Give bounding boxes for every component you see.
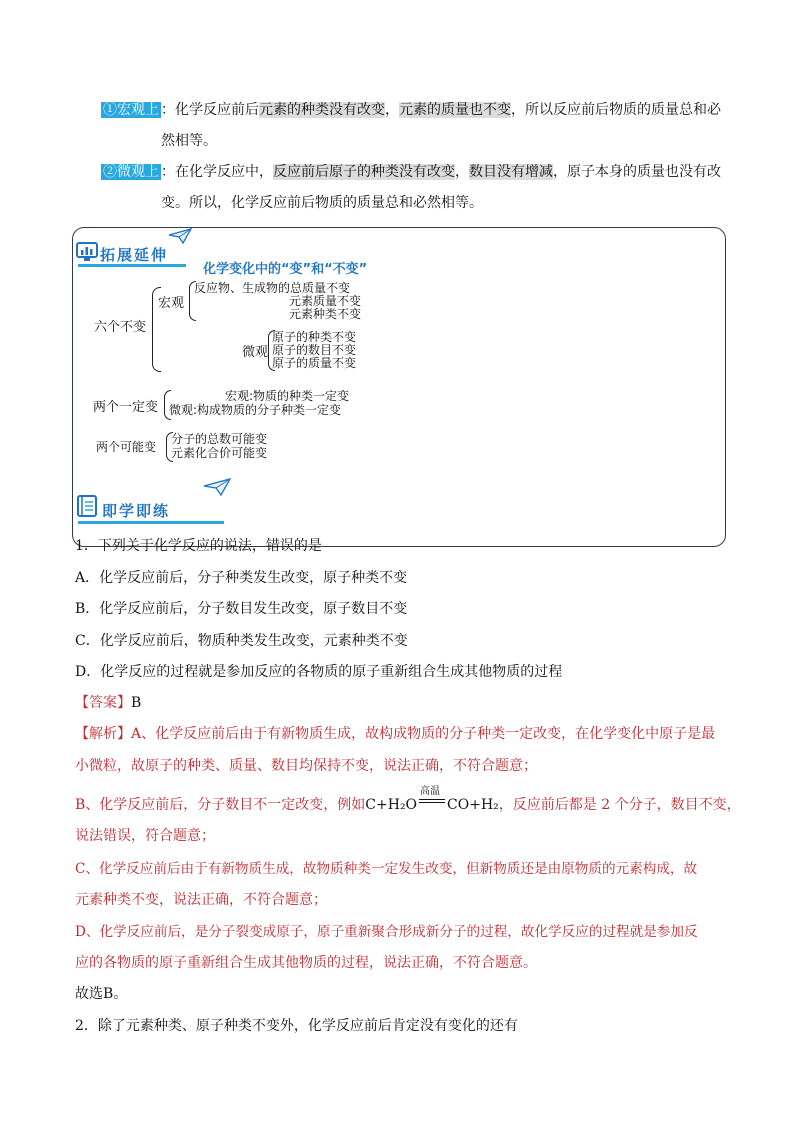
equation-condition: 高温 bbox=[420, 786, 441, 797]
equation-left: C+H₂O bbox=[365, 797, 418, 813]
analysis-b-line-2: 说法错误，符合题意； bbox=[75, 828, 215, 844]
equation-line-top bbox=[419, 799, 445, 800]
analysis-text: A、化学反应前后由于有新物质生成，故构成物质的分子种类一定改变，在化学变化中原子是最 bbox=[131, 726, 716, 742]
macro-label: 宏观 bbox=[158, 296, 185, 311]
may-item-2: 元素化合价可能变 bbox=[171, 446, 268, 460]
macro-highlight-1: 元素的种类没有改变 bbox=[259, 102, 385, 118]
analysis-c-line-1: C、化学反应前后由于有新物质生成，故物质种类一定发生改变，但新物质还是由原物质的元素构成，故 bbox=[75, 861, 698, 877]
answer-value: B bbox=[131, 695, 142, 711]
question-2-stem: 2．除了元素种类、原子种类不变外，化学反应前后肯定没有变化的还有 bbox=[75, 1018, 518, 1034]
extension-title: 拓展延伸 bbox=[100, 246, 169, 264]
two-may-label: 两个可能变 bbox=[96, 440, 157, 454]
macro-text: ， bbox=[385, 102, 399, 118]
must-item-1: 宏观:物质的种类一定变 bbox=[225, 389, 350, 403]
answer-line bbox=[75, 693, 141, 713]
macro-item-1: 反应物、生成物的总质量不变 bbox=[194, 281, 351, 295]
equation-right: CO+H₂ bbox=[447, 797, 499, 813]
micro-item-1: 原子的种类不变 bbox=[272, 330, 357, 344]
analysis-text: B、化学反应前后，分子数目不一定改变，例如 bbox=[75, 797, 366, 813]
analysis-text: ，反应前后都是 2 个分子，数目不变， bbox=[498, 797, 741, 813]
micro-item-3: 原子的质量不变 bbox=[272, 356, 357, 370]
reaction-condition-arrow bbox=[417, 786, 447, 815]
six-unchanged-label: 六个不变 bbox=[94, 320, 147, 335]
option-a: A．化学反应前后，分子种类发生改变，原子种类不变 bbox=[75, 570, 408, 586]
macro-item-3: 元素种类不变 bbox=[289, 307, 362, 321]
answer-label: 【答案】 bbox=[75, 695, 131, 711]
micro-item-2: 原子的数目不变 bbox=[272, 343, 357, 357]
analysis-a-line-1 bbox=[75, 724, 715, 744]
analysis-d-line-2: 应的各物质的原子重新组合生成其他物质的过程，说法正确，不符合题意。 bbox=[75, 955, 537, 971]
two-must-label: 两个一定变 bbox=[93, 400, 159, 415]
macro-line-2: 然相等。 bbox=[161, 133, 217, 149]
paper-plane-icon bbox=[168, 228, 192, 248]
paper-plane-icon bbox=[203, 478, 231, 500]
micro-highlight-1: 反应前后原子的种类没有改变 bbox=[273, 164, 455, 180]
micro-line-2: 变。所以，化学反应前后物质的质量总和必然相等。 bbox=[161, 195, 483, 211]
micro-tag: ②微观上 bbox=[103, 164, 159, 180]
macro-tag: ①宏观上 bbox=[103, 102, 159, 118]
analysis-label: 【解析】 bbox=[75, 726, 131, 742]
macro-item-2: 元素质量不变 bbox=[289, 294, 362, 308]
analysis-d-line-1: D、化学反应前后，是分子裂变成原子，原子重新聚合形成新分子的过程，故化学反应的过程就是参加反 bbox=[75, 924, 698, 940]
analysis-b-line-1 bbox=[75, 786, 741, 815]
macro-text: ：化学反应前后 bbox=[161, 102, 259, 118]
micro-highlight-2: 数目没有增减 bbox=[469, 164, 553, 180]
micro-text: ， bbox=[455, 164, 469, 180]
micro-text: ，原子本身的质量也没有改 bbox=[553, 164, 721, 180]
option-b: B．化学反应前后，分子数目发生改变，原子数目不变 bbox=[75, 601, 408, 617]
option-c: C．化学反应前后，物质种类发生改变，元素种类不变 bbox=[75, 633, 408, 649]
extension-box bbox=[72, 227, 726, 547]
micro-text: ：在化学反应中， bbox=[161, 164, 273, 180]
analysis-c-line-2: 元素种类不变，说法正确，不符合题意； bbox=[75, 892, 327, 908]
must-item-2: 微观:构成物质的分子种类一定变 bbox=[169, 403, 342, 417]
equation-line-bottom bbox=[419, 802, 445, 803]
macro-highlight-2: 元素的质量也不变 bbox=[399, 102, 511, 118]
extension-title-underline bbox=[78, 264, 186, 267]
micro-label: 微观 bbox=[242, 345, 269, 360]
conclusion: 故选B。 bbox=[75, 986, 128, 1002]
macro-text: ，所以反应前后物质的质量总和必 bbox=[511, 102, 721, 118]
may-item-1: 分子的总数可能变 bbox=[171, 432, 268, 446]
option-d: D．化学反应的过程就是参加反应的各物质的原子重新组合生成其他物质的过程 bbox=[75, 664, 563, 680]
macro-line-1 bbox=[101, 100, 721, 120]
question-1-stem: 1．下列关于化学反应的说法，错误的是 bbox=[75, 538, 322, 554]
practice-title: 即学即练 bbox=[102, 502, 171, 520]
extension-subtitle: 化学变化中的“变”和“不变” bbox=[203, 262, 368, 277]
micro-line-1 bbox=[101, 162, 721, 182]
notebook-icon bbox=[76, 494, 98, 522]
analysis-a-line-2: 小微粒，故原子的种类、质量、数目均保持不变，说法正确，不符合题意； bbox=[75, 758, 537, 774]
practice-title-underline bbox=[78, 521, 224, 524]
